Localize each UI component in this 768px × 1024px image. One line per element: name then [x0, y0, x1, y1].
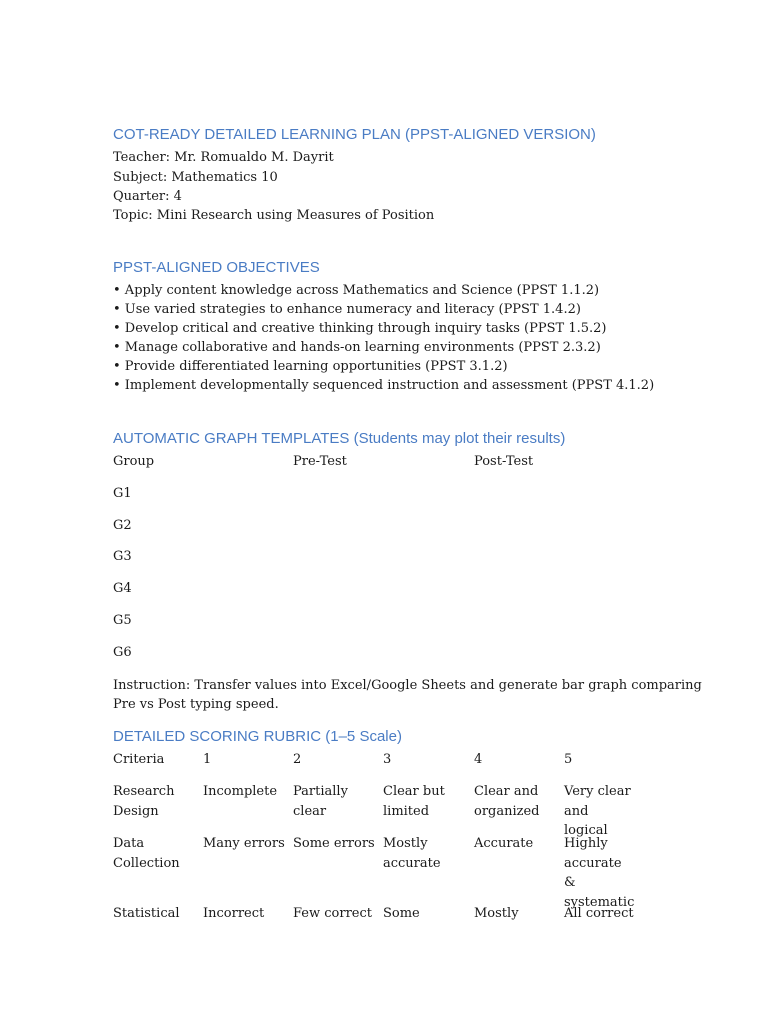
- graph-heading: AUTOMATIC GRAPH TEMPLATES (Students may plot their results): [113, 430, 566, 447]
- objective-item: • Use varied strategies to enhance numeracy and literacy (PPST 1.4.2): [113, 302, 581, 317]
- graph-col-posttest: Post-Test: [474, 454, 534, 469]
- rubric-cell: Highly accurate & systematic: [564, 836, 635, 910]
- rubric-cell: Incorrect: [203, 906, 265, 921]
- objectives-heading: PPST-ALIGNED OBJECTIVES: [113, 259, 320, 276]
- rubric-cell: Clear but limited: [383, 784, 445, 819]
- rubric-criteria-cell: Research Design: [113, 784, 175, 819]
- rubric-col-3: 3: [383, 752, 392, 767]
- group-label: G2: [113, 518, 132, 533]
- subject-line: Subject: Mathematics 10: [113, 170, 278, 185]
- rubric-cell: Some errors: [293, 836, 375, 851]
- teacher-line: Teacher: Mr. Romualdo M. Dayrit: [113, 150, 334, 165]
- rubric-col-5: 5: [564, 752, 573, 767]
- objective-item: • Manage collaborative and hands-on learning environments (PPST 2.3.2): [113, 340, 601, 355]
- graph-instruction: Pre vs Post typing speed.: [113, 697, 279, 712]
- graph-col-group: Group: [113, 454, 155, 469]
- rubric-cell: Clear and organized: [474, 784, 540, 819]
- rubric-heading: DETAILED SCORING RUBRIC (1–5 Scale): [113, 728, 402, 745]
- rubric-cell: Mostly: [474, 906, 519, 921]
- group-label: G6: [113, 645, 132, 660]
- objective-item: • Apply content knowledge across Mathematics and Science (PPST 1.1.2): [113, 283, 600, 298]
- rubric-col-4: 4: [474, 752, 483, 767]
- rubric-col-1: 1: [203, 752, 212, 767]
- rubric-cell: Very clear and logical: [564, 784, 631, 838]
- rubric-cell: Some: [383, 906, 420, 921]
- group-label: G4: [113, 581, 132, 596]
- rubric-col-2: 2: [293, 752, 302, 767]
- page-title: COT-READY DETAILED LEARNING PLAN (PPST-ALIGNED VERSION): [113, 126, 596, 143]
- objective-item: • Implement developmentally sequenced instruction and assessment (PPST 4.1.2): [113, 378, 655, 393]
- objective-item: • Develop critical and creative thinking through inquiry tasks (PPST 1.5.2): [113, 321, 607, 336]
- group-label: G3: [113, 549, 132, 564]
- rubric-cell: Partially clear: [293, 784, 348, 819]
- rubric-cell: Accurate: [474, 836, 534, 851]
- graph-instruction: Instruction: Transfer values into Excel/Google Sheets and generate bar graph comparing: [113, 678, 702, 693]
- rubric-cell: Incomplete: [203, 784, 278, 799]
- group-label: G5: [113, 613, 132, 628]
- rubric-cell: Mostly accurate: [383, 836, 441, 871]
- rubric-cell: Few correct: [293, 906, 372, 921]
- quarter-line: Quarter: 4: [113, 189, 182, 204]
- objective-item: • Provide differentiated learning opportunities (PPST 3.1.2): [113, 359, 508, 374]
- rubric-col-criteria: Criteria: [113, 752, 165, 767]
- graph-col-pretest: Pre-Test: [293, 454, 347, 469]
- rubric-criteria-cell: Data Collection: [113, 836, 180, 871]
- rubric-cell: Many errors: [203, 836, 285, 851]
- group-label: G1: [113, 486, 132, 501]
- rubric-cell: All correct: [564, 906, 634, 921]
- topic-line: Topic: Mini Research using Measures of Position: [113, 208, 435, 223]
- rubric-criteria-cell: Statistical: [113, 906, 180, 921]
